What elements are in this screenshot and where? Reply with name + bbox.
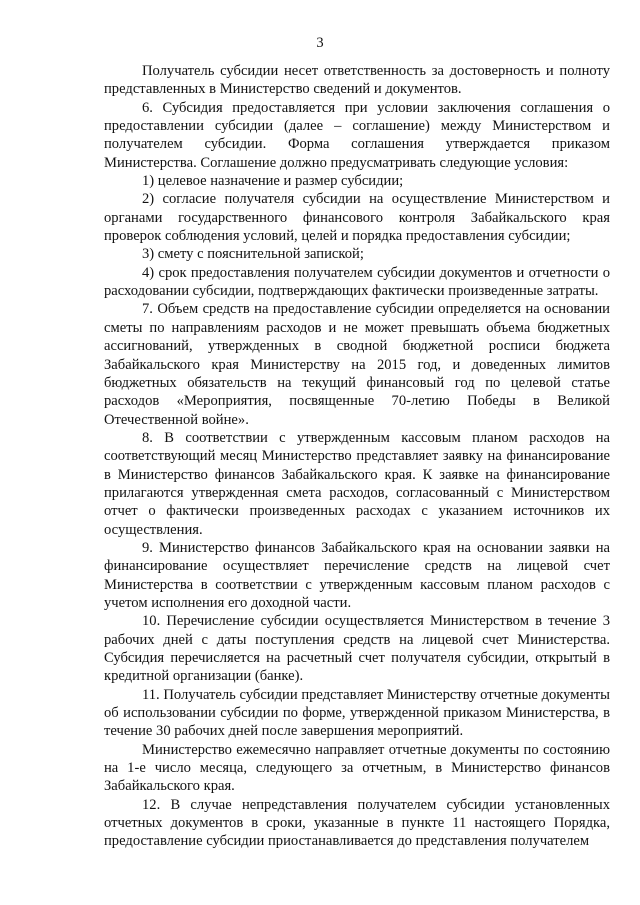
paragraph-10: 10. Перечисление субсидии осуществляется Министерством в течение 3 рабочих дней с даты поступления средств на лицевой счет Министерства. Субсидия перечисляется на расчетный счет получателя субсидии, открытый в кредитной организации (банке). <box>104 613 610 685</box>
paragraph-responsibility: Получатель субсидии несет ответственность за достоверность и полноту представленных в Министерство сведений и документов. <box>104 63 610 98</box>
paragraph-6: 6. Субсидия предоставляется при условии заключения соглашения о предоставлении субсидии (далее – соглашение) между Министерством и получателем субсидии. Форма соглашения утверждается приказом Министерства. Соглашение должно предусматривать следующие условия: <box>104 99 610 171</box>
paragraph-12: 12. В случае непредставления получателем субсидии установленных отчетных документов в сроки, указанные в пункте 11 настоящего Порядка, предоставление субсидии приостанавливается до представления получателем <box>104 796 610 850</box>
paragraph-11: 11. Получатель субсидии представляет Министерству отчетные документы об использовании субсидии по форме, утвержденной приказом Министерства, в течение 30 рабочих дней после завершения мероприятий. <box>104 686 610 740</box>
condition-4: 4) срок предоставления получателем субсидии документов и отчетности о расходовании субсидии, подтверждающих фактически произведенные затраты. <box>104 264 610 300</box>
paragraph-7: 7. Объем средств на предоставление субсидии определяется на основании сметы по направлениям расходов и не может превышать объема бюджетных ассигнований, утвержденных в сводной бюджетной росписи бюджета Забайкальского края Министерству на 2015 год, и доведенных лимитов бюджетных обязательств на текущий финансовый год по целевой статье расходов «Мероприятия, посвященные 70-летию Победы в Великой Отечественной войне». <box>104 301 610 428</box>
paragraph-8: 8. В соответствии с утвержденным кассовым планом расходов на соответствующий месяц Министерство представляет заявку на финансирование в Министерство финансов Забайкальского края. К заявке на финансирование прилагаются утвержденная смета расходов, согласованный с Министерством отчет о фактически произведенных расходах с указанием источников их осуществления. <box>104 429 610 538</box>
condition-2: 2) согласие получателя субсидии на осуществление Министерством и органами государственного финансового контроля Забайкальского края проверок соблюдения условий, целей и порядка предоставления субсидии; <box>104 191 610 245</box>
condition-3: 3) смету с пояснительной запиской; <box>142 246 364 263</box>
document-body <box>104 62 610 851</box>
paragraph-monthly-reports: Министерство ежемесячно направляет отчетные документы по состоянию на 1-е число месяца, следующего за отчетным, в Министерство финансов Забайкальского края. <box>104 741 610 795</box>
paragraph-9: 9. Министерство финансов Забайкальского края на основании заявки на финансирование осуществляет перечисление средств на лицевой счет Министерства в соответствии с утвержденным кассовым планом расходов с учетом исполнения его доходной части. <box>104 539 610 611</box>
condition-1: 1) целевое назначение и размер субсидии; <box>142 173 404 190</box>
page-number: 3 <box>316 35 324 51</box>
